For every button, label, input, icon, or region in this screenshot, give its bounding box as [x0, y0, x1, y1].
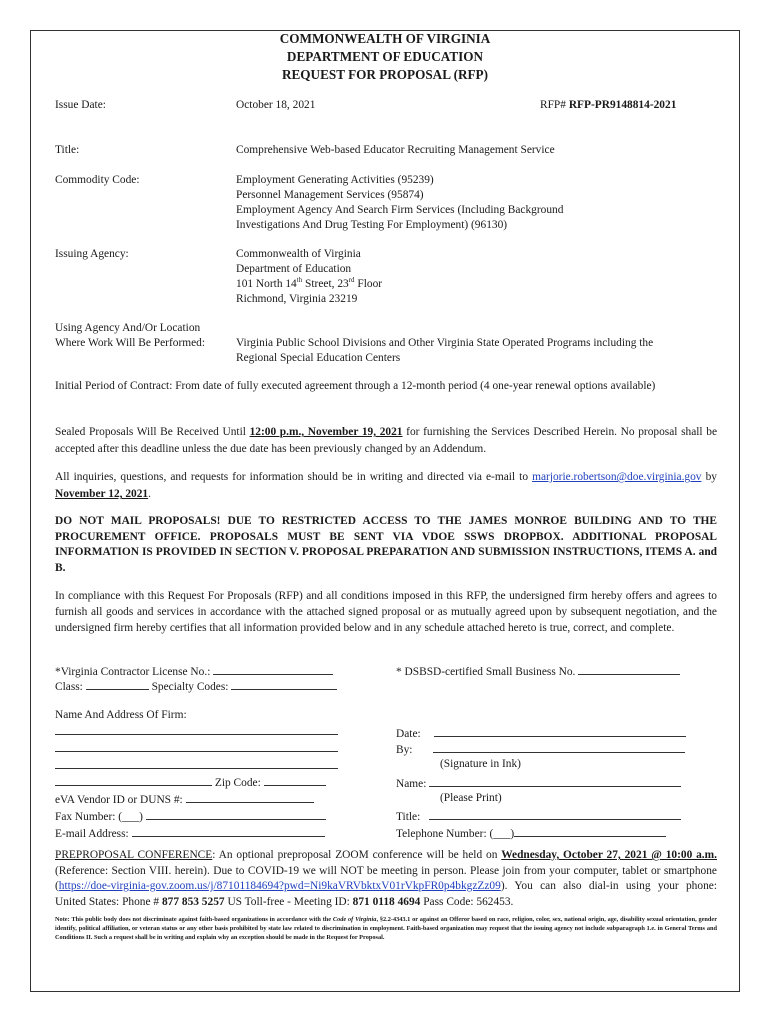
location-value-line: Regional Special Education Centers: [236, 352, 401, 364]
commodity-code-line: Employment Agency And Search Firm Services (Including Background: [236, 204, 564, 216]
title-field: Title:: [396, 808, 681, 825]
agency-city: Richmond, Virginia 23219: [236, 293, 358, 305]
location-value: [236, 336, 653, 366]
location-label: [55, 321, 205, 351]
title-label: Title:: [55, 144, 80, 156]
dsbsd-blank[interactable]: [578, 663, 680, 675]
license-field: *Virginia Contractor License No.:: [55, 663, 333, 680]
firm-line-1[interactable]: [55, 723, 338, 735]
class-blank[interactable]: [86, 678, 149, 690]
location-label-line: Using Agency And/Or Location: [55, 322, 201, 334]
issuing-agency-address: [236, 247, 382, 307]
dial-in-phone: 877 853 5257: [161, 895, 225, 908]
agency-department: Department of Education: [236, 263, 352, 275]
compliance-statement: In compliance with this Request For Proposals (RFP) and all conditions imposed in this RFP, the undersigned firm hereby offers and agrees to furnish all goods and services in accordance with the attached signed proposal or as mutually agreed upon by subsequent negotiation, and the undersigned firm hereby certifies that all information provided below and in any schedule attached hereto is true, correct, and complete.: [55, 590, 717, 634]
commodity-codes: [236, 173, 563, 233]
email-blank[interactable]: [132, 825, 325, 837]
zip-blank[interactable]: [264, 774, 326, 786]
rfp-number-value: RFP-PR9148814-2021: [568, 99, 677, 111]
agency-street: 101 North 14th Street, 23rd Floor: [236, 276, 383, 290]
class-field: Class: Specialty Codes:: [55, 678, 337, 695]
preproposal-conference: PREPROPOSAL CONFERENCE: An optional preproposal ZOOM conference will be held on Wednesday, October 27, 2021 @ 10:00 a.m. (Reference: Section VIII. herein). Due to COVID-19 we will NOT be meeting in person. Please join from your computer, tablet or smartphone (https://doe-virginia-gov.zoom.us/j/87101184694?pwd=Ni9kaVRVbktxV01rVkpFR0p4bkgzZz09). You can also dial-in using your phone: United States: Phone # 877 853 5257 US Toll-free - Meeting ID: 871 0118 4694 Pass Code: 562453.: [55, 849, 717, 908]
fax-blank[interactable]: [146, 808, 326, 820]
rfp-prefix: RFP#: [540, 99, 566, 111]
nondiscrimination-note: Note: This public body does not discriminate against faith-based organizations in accordance with the Code of Virginia, §2.2-4343.1 or against an Offeror based on race, religion, color, sex, national origin, age, disability sexual orientation, gender identify, political affiliation, or veteran status or any other basis prohibited by state law related to discrimination in employment. Faith-based organization may request that the issuing agency not include subparagraph 1.e. in General Terms and Conditions II. Such a request shall be in writing and explain why an exception should be made in the Request for Proposal.: [55, 916, 717, 941]
header-commonwealth: COMMONWEALTH OF VIRGINIA: [279, 31, 491, 46]
issue-date-label: Issue Date:: [55, 99, 106, 111]
date-blank[interactable]: [434, 725, 686, 737]
email-field: E-mail Address:: [55, 825, 325, 842]
location-value-line: Virginia Public School Divisions and Other Virginia State Operated Programs including the: [236, 337, 654, 349]
license-blank[interactable]: [213, 663, 333, 675]
commodity-code-line: Employment Generating Activities (95239): [236, 174, 434, 186]
title-blank[interactable]: [429, 808, 681, 820]
commodity-label: Commodity Code:: [55, 174, 140, 186]
by-field: By:: [396, 741, 685, 758]
code-of-virginia: Code of Virginia: [332, 916, 377, 923]
inquiries: All inquiries, questions, and requests for information should be in writing and directed via e-mail to marjorie.robertson@doe.virginia.gov by November 12, 2021.: [55, 471, 717, 500]
name-blank[interactable]: [429, 775, 681, 787]
firm-line-2[interactable]: [55, 740, 338, 752]
proposal-deadline: 12:00 p.m., November 19, 2021: [249, 426, 403, 438]
dsbsd-field: * DSBSD-certified Small Business No.: [396, 663, 680, 680]
firm-name-label: Name And Address Of Firm:: [55, 709, 187, 721]
meeting-id: 871 0118 4694: [352, 895, 421, 908]
conference-heading: PREPROPOSAL CONFERENCE: [55, 849, 213, 861]
inquiry-deadline: November 12, 2021: [55, 488, 149, 500]
issuing-agency-label: Issuing Agency:: [55, 248, 129, 260]
commodity-code-line: Personnel Management Services (95874): [236, 189, 424, 201]
header-department: DEPARTMENT OF EDUCATION: [286, 49, 484, 64]
eva-field: eVA Vendor ID or DUNS #:: [55, 791, 314, 808]
mail-warning: DO NOT MAIL PROPOSALS! DUE TO RESTRICTED ACCESS TO THE JAMES MONROE BUILDING AND TO THE PROCUREMENT OFFICE. PROPOSALS MUST BE SENT VIA VDOE SSWS DROPBOX. ADDITIONAL PROPOSAL INFORMATION IS PROVIDED IN SECTION V. PROPOSAL PREPARATION AND SUBMISSION INSTRUCTIONS, ITEMS A. and B.: [55, 515, 717, 574]
contact-email-link[interactable]: marjorie.robertson@doe.virginia.gov: [532, 471, 702, 483]
zip-field: Zip Code:: [55, 774, 326, 791]
conference-datetime: Wednesday, October 27, 2021 @ 10:00 a.m.: [501, 849, 717, 861]
print-note: (Please Print): [440, 792, 502, 804]
phone-field: Telephone Number: (___): [396, 825, 666, 842]
title-value: Comprehensive Web-based Educator Recruiting Management Service: [236, 144, 555, 156]
location-label-line: Where Work Will Be Performed:: [55, 337, 206, 349]
agency-name: Commonwealth of Virginia: [236, 248, 361, 260]
name-field: Name:: [396, 775, 681, 792]
rfp-number: [540, 98, 676, 113]
firm-line-4[interactable]: [55, 774, 212, 786]
contract-period: Initial Period of Contract: From date of fully executed agreement through a 12-month period (4 one-year renewal options available): [55, 380, 656, 392]
header-rfp: REQUEST FOR PROPOSAL (RFP): [281, 67, 488, 82]
firm-line-3[interactable]: [55, 757, 338, 769]
phone-blank[interactable]: [514, 825, 666, 837]
firm-address-line: [55, 757, 338, 774]
sealed-proposals: Sealed Proposals Will Be Received Until 12:00 p.m., November 19, 2021 for furnishing the Services Described Herein. No proposal shall be accepted after this deadline unless the due date has been previously changed by an Addendum.: [55, 426, 717, 455]
firm-address-line: [55, 740, 338, 757]
commodity-code-line: Investigations And Drug Testing For Employment) (96130): [236, 219, 508, 231]
eva-blank[interactable]: [186, 791, 314, 803]
fax-field: Fax Number: (___): [55, 808, 326, 825]
signature-blank[interactable]: [433, 741, 685, 753]
firm-address-line: [55, 723, 338, 740]
date-field: Date:: [396, 725, 686, 742]
specialty-blank[interactable]: [231, 678, 337, 690]
issue-date-value: October 18, 2021: [236, 99, 316, 111]
signature-note: (Signature in Ink): [440, 758, 521, 770]
zoom-link[interactable]: https://doe-virginia-gov.zoom.us/j/87101184694?pwd=Ni9kaVRVbktxV01rVkpFR0p4bkgzZz09: [58, 880, 501, 892]
